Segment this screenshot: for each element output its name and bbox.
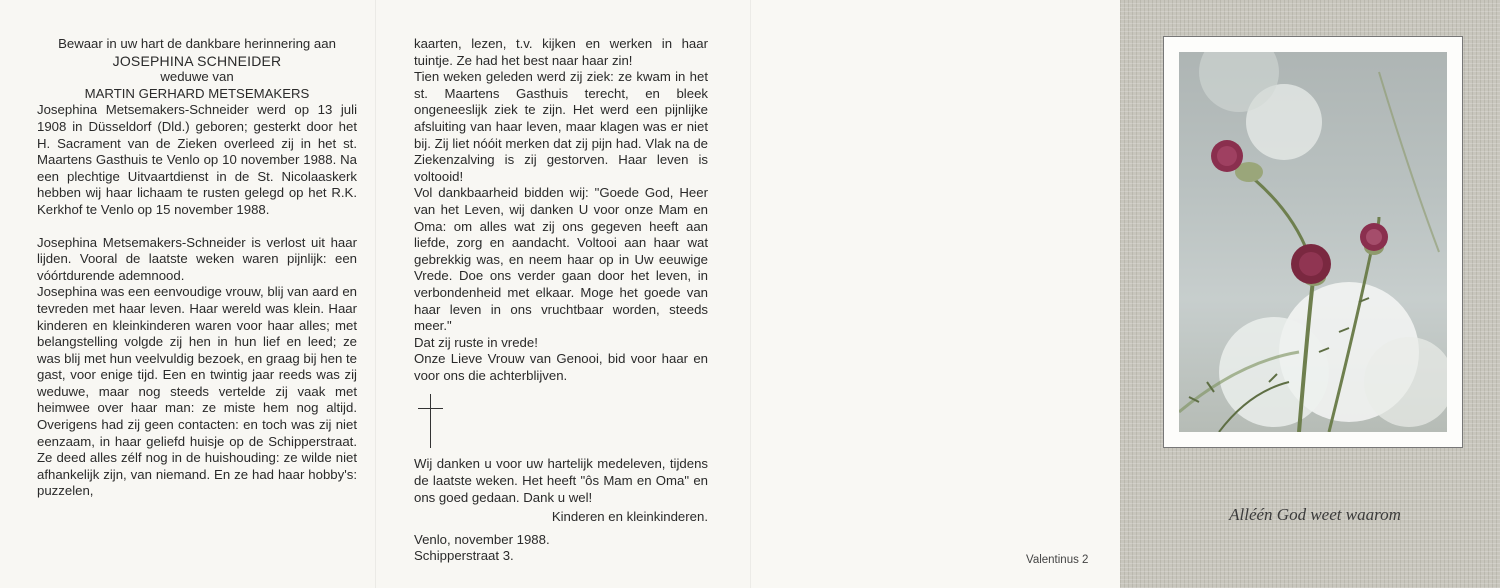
rest-in-peace-line: Dat zij ruste in vrede! [414, 334, 538, 350]
mary-invocation: Onze Lieve Vrouw van Genooi, bid voor haar en voor ons die achterblijven. [414, 351, 708, 383]
blank-back-page [750, 0, 1120, 588]
left-text-column [37, 36, 357, 500]
fold-line [750, 0, 751, 588]
husband-name: MARTIN GERHARD METSEMAKERS [84, 85, 310, 101]
place-date-line: Venlo, november 1988. [414, 531, 550, 547]
life-paragraph: Josephina was een eenvoudige vrouw, blij van aard en tevreden met haar leven. Haar wereld was klein. Haar kinderen en kleinkinderen waren voor haar alles; met belangstelling volgde zij hen in hun lief en leed; ze was blij met hun veelvuldig bezoek, en graag bij hen te gast, voor enige tijd. Een en twintig jaar reeds was zij weduwe, maar nog steeds vertelde zij vaak met heimwee over haar man: ze miste hem nog altijd. Overigens had zij geen contacten: en toch was zij niet eenzaam, in haar geliefd huisje op de Schipperstraat. Ze deed alles zélf nog in de huishouding: ze wilde niet afhankelijk zijn, van niemand. En ze had haar hobby's: puzzelen, [37, 284, 357, 499]
cover-caption: Alléén God weet waarom [1229, 505, 1401, 524]
hobbies-paragraph: kaarten, lezen, t.v. kijken en werken in haar tuintje. Ze had het best naar haar zin! [414, 36, 708, 68]
suffering-paragraph: Josephina Metsemakers-Schneider is verlost uit haar lijden. Vooral de laatste weken waren pijnlijk: een vóórtdurende ademnood. [37, 234, 357, 283]
thistle-illustration [1179, 52, 1447, 432]
signature-line: Kinderen en kleinkinderen. [551, 509, 708, 525]
deceased-name: JOSEPHINA SCHNEIDER [112, 52, 282, 69]
cross-icon [414, 394, 708, 448]
widow-of-line: weduwe van [160, 69, 234, 85]
thanks-paragraph: Wij danken u voor uw hartelijk medeleven, tijdens de laatste weken. Het heeft "ôs Mam en Oma" en ons goed gedaan. Dank u wel! [414, 456, 708, 505]
printer-mark: Valentinus 2 [1026, 554, 1089, 566]
fold-line [375, 0, 376, 588]
address-line: Schipperstraat 3. [414, 548, 514, 564]
thistle-photo [1179, 52, 1447, 432]
biography-paragraph: Josephina Metsemakers-Schneider werd op 13 juli 1908 in Düsseldorf (Dld.) geboren; gesterkt door het H. Sacrament van de Zieken overleed zij in het st. Maartens Gasthuis te Venlo op 10 november 1988. Na een plechtige Uitvaartdienst in de St. Nicolaaskerk hebben wij haar lichaam te rusten gelegd op het R.K. Kerkhof te Venlo op 15 november 1988. [37, 102, 357, 217]
illness-paragraph: Tien weken geleden werd zij ziek: ze kwam in het st. Maartens Gasthuis terecht, en bleek ongeneeslijk ziek te zijn. Het werd een pijnlijke afsluiting van haar leven, maar klagen was er niet bij. Zij liet nóóit merken dat zij pijn had. Vlak na de Ziekenzalving is zij gestorven. Haar leven is voltooid! [414, 69, 708, 184]
intro-line: Bewaar in uw hart de dankbare herinnering aan [58, 36, 336, 51]
photo-frame [1163, 36, 1463, 448]
prayer-paragraph: Vol dankbaarheid bidden wij: "Goede God, Heer van het Leven, wij danken U voor onze Mam en Oma: om alles wat zij ons gegeven heeft aan liefde, zorg en aandacht. Voltooi aan haar wat gebrekkig was, en neem haar op in Uw eeuwige Vrede. Doe ons verder gaan door het leven, in verbondenheid met elkaar. Moge het goede van haar leven in ons vruchtbaar worden, steeds meer." [414, 185, 708, 334]
right-text-column [414, 36, 708, 565]
